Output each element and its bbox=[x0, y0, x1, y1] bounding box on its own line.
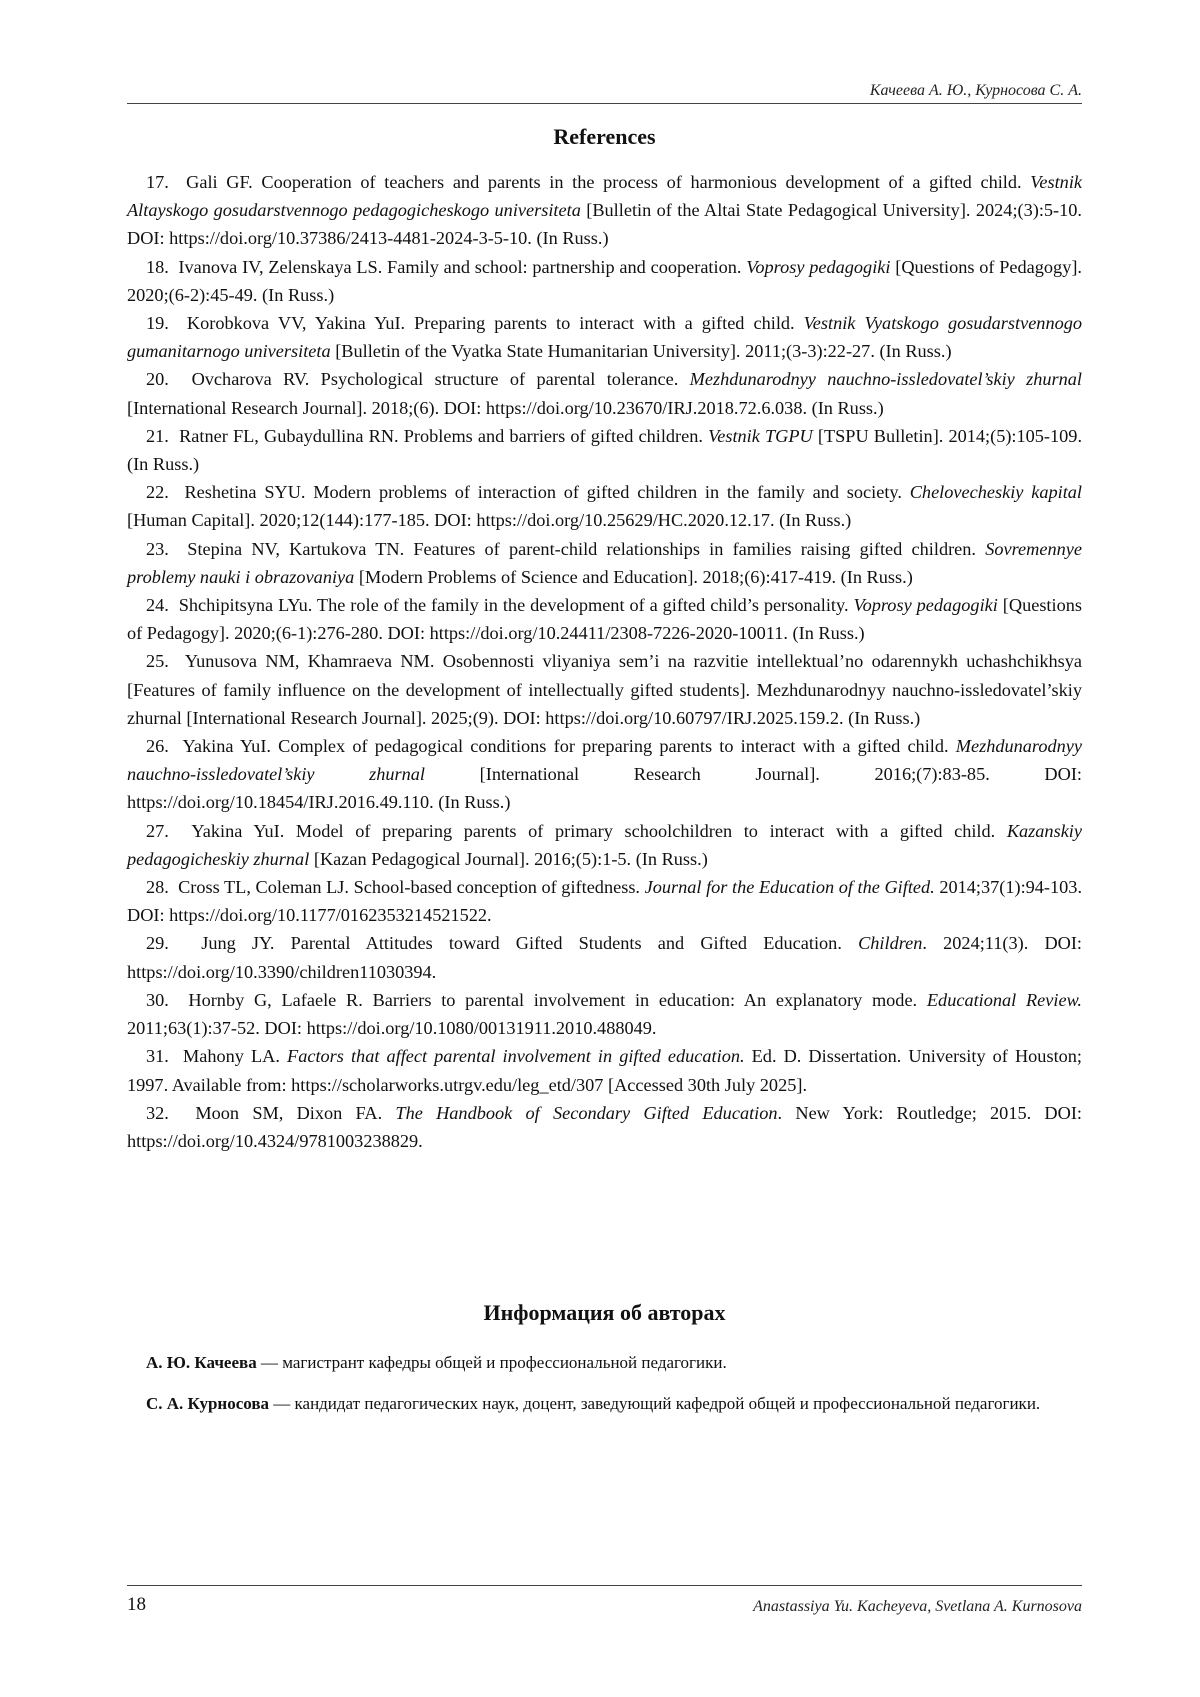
reference-number: 24. bbox=[146, 595, 169, 616]
reference-text: Jung JY. Parental Attitudes toward Gifted Students and Gifted Education. bbox=[201, 933, 859, 954]
authors-info-list bbox=[127, 1349, 1082, 1431]
reference-item bbox=[127, 873, 1082, 929]
running-footer-author: Anastassiya Yu. Kacheyeva, Svetlana A. Kurnosova bbox=[753, 1598, 1082, 1615]
reference-number: 29. bbox=[146, 933, 169, 954]
reference-details: . New York: Routledge; 2015. DOI: https://doi.org/10.4324/9781003238829. bbox=[127, 1102, 1082, 1151]
reference-details: [Questions of Pedagogy]. 2020;(6-2):45-49. (In Russ.) bbox=[127, 256, 1082, 305]
reference-text: Mahony LA. bbox=[183, 1046, 288, 1067]
reference-details: [International Research Journal]. 2018;(6). DOI: https://doi.org/10.23670/IRJ.2018.72.6.038. (In Russ.) bbox=[127, 397, 884, 418]
reference-details: [TSPU Bulletin]. 2014;(5):105-109. (In Russ.) bbox=[127, 425, 1083, 475]
reference-number: 30. bbox=[146, 989, 169, 1010]
reference-source-title: Journal for the Education of the Gifted. bbox=[644, 877, 935, 898]
reference-details: [Questions of Pedagogy]. 2020;(6-1):276-280. DOI: https://doi.org/10.24411/2308-7226-2020-10011. (In Russ.) bbox=[127, 595, 1082, 644]
reference-text: Hornby G, Lafaele R. Barriers to parental involvement in education: An explanatory mode. bbox=[188, 989, 927, 1010]
reference-list bbox=[127, 168, 1082, 1155]
reference-text: Reshetina SYU. Modern problems of interaction of gifted children in the family and society. bbox=[184, 482, 910, 503]
reference-text: Gali GF. Cooperation of teachers and parents in the process of harmonious development of a gifted child. bbox=[186, 172, 1031, 192]
reference-number: 18. bbox=[146, 256, 169, 277]
reference-text: Yunusova NM, Khamraeva NM. Osobennosti vliyaniya sem’i na razvitie intellektual’no odarennykh uchashchikhsya [Features of family influence on the development of intellectually gifted students]. Mezhdunarodnyy nauchno-issledovatel’skiy zhurnal [International Research Journal]. 2025;(9). DOI: https://doi.org/10.60797/IRJ.2025.159.2. (In Russ.) bbox=[127, 651, 1083, 728]
reference-item bbox=[127, 168, 1082, 253]
reference-number: 31. bbox=[146, 1046, 169, 1067]
reference-source-title: Kazanskiy pedagogicheskiy zhurnal bbox=[127, 820, 1082, 869]
reference-details: [Kazan Pedagogical Journal]. 2016;(5):1-5. (In Russ.) bbox=[309, 848, 708, 869]
reference-source-title: Voprosy pedagogiki bbox=[746, 256, 891, 277]
header-divider bbox=[127, 103, 1082, 104]
reference-item bbox=[127, 309, 1082, 365]
reference-details: [Modern Problems of Science and Education]. 2018;(6):417-419. (In Russ.) bbox=[354, 566, 913, 587]
reference-text: Stepina NV, Kartukova TN. Features of parent-child relationships in families raising gifted children. bbox=[187, 538, 986, 559]
author-name: С. А. Курносова bbox=[146, 1394, 270, 1413]
reference-item bbox=[127, 986, 1082, 1042]
reference-source-title: Voprosy pedagogiki bbox=[853, 595, 998, 616]
reference-source-title: Children bbox=[858, 933, 923, 954]
reference-number: 17. bbox=[146, 172, 169, 192]
reference-item bbox=[127, 647, 1082, 732]
reference-details: . 2024;11(3). DOI: https://doi.org/10.3390/children11030394. bbox=[127, 933, 1083, 982]
author-entry bbox=[127, 1349, 1082, 1377]
reference-item bbox=[127, 929, 1082, 985]
reference-source-title: Educational Review. bbox=[926, 989, 1083, 1010]
reference-item bbox=[127, 535, 1082, 591]
reference-text: Cross TL, Coleman LJ. School-based conception of giftedness. bbox=[178, 877, 645, 898]
reference-details: Ed. D. Dissertation. University of Houston; 1997. Available from: https://scholarworks.utrgv.edu/leg_etd/307 [Accessed 30th July 2025]. bbox=[127, 1046, 1083, 1095]
reference-source-title: The Handbook of Secondary Gifted Education bbox=[395, 1102, 778, 1123]
reference-details: 2014;37(1):94-103. DOI: https://doi.org/10.1177/0162353214521522. bbox=[127, 877, 1083, 926]
page-number: 18 bbox=[127, 1594, 146, 1615]
reference-text: Ivanova IV, Zelenskaya LS. Family and school: partnership and cooperation. bbox=[178, 256, 747, 277]
reference-text: Yakina YuI. Complex of pedagogical conditions for preparing parents to interact with a gifted child. bbox=[182, 736, 956, 757]
reference-source-title: Mezhdunarodnyy nauchno-issledovatel’skiy zhurnal bbox=[689, 369, 1083, 390]
reference-source-title: Chelovecheskiy kapital bbox=[909, 482, 1082, 503]
reference-source-title: Vestnik Vyatskogo gosudarstvennogo gumanitarnogo universiteta bbox=[127, 313, 1083, 362]
reference-source-title: Factors that affect parental involvement in gifted education. bbox=[287, 1046, 745, 1067]
reference-details: [Bulletin of the Vyatka State Humanitarian University]. 2011;(3-3):22-27. (In Russ.) bbox=[330, 341, 952, 362]
reference-text: Ratner FL, Gubaydullina RN. Problems and barriers of gifted children. bbox=[179, 425, 709, 446]
reference-number: 25. bbox=[146, 651, 169, 672]
reference-number: 20. bbox=[146, 369, 169, 390]
reference-item bbox=[127, 817, 1082, 873]
reference-text: Moon SM, Dixon FA. bbox=[195, 1102, 396, 1123]
reference-item bbox=[127, 365, 1082, 421]
reference-item bbox=[127, 732, 1082, 817]
author-name: А. Ю. Качеева bbox=[146, 1353, 257, 1372]
reference-text: Korobkova VV, Yakina YuI. Preparing parents to interact with a gifted child. bbox=[186, 313, 804, 334]
reference-item bbox=[127, 422, 1082, 478]
reference-details: 2011;63(1):37-52. DOI: https://doi.org/10.1080/00131911.2010.488049. bbox=[127, 1018, 657, 1039]
reference-number: 23. bbox=[146, 538, 169, 559]
author-description: — магистрант кафедры общей и профессиональной педагогики. bbox=[256, 1353, 727, 1372]
reference-details: [Human Capital]. 2020;12(144):177-185. DOI: https://doi.org/10.25629/HC.2020.12.17. (In Russ.) bbox=[127, 510, 852, 531]
reference-text: Ovcharova RV. Psychological structure of parental tolerance. bbox=[191, 369, 690, 390]
reference-item bbox=[127, 478, 1082, 534]
footer-divider bbox=[127, 1585, 1082, 1586]
reference-text: Yakina YuI. Model of preparing parents of primary schoolchildren to interact with a gifted child. bbox=[191, 820, 1007, 841]
reference-text: Shchipitsyna LYu. The role of the family in the development of a gifted child’s personality. bbox=[178, 595, 854, 616]
reference-item bbox=[127, 591, 1082, 647]
reference-item bbox=[127, 1099, 1082, 1155]
reference-number: 22. bbox=[146, 482, 169, 503]
reference-source-title: Mezhdunarodnyy nauchno-issledovatel’skiy zhurnal bbox=[127, 736, 1082, 785]
author-description: — кандидат педагогических наук, доцент, заведующий кафедрой общей и профессиональной педагогики. bbox=[269, 1394, 1041, 1413]
reference-details: [Bulletin of the Altai State Pedagogical University]. 2024;(3):5-10. DOI: https://doi.org/10.37386/2413-4481-2024-3-5-10. (In Russ.) bbox=[127, 200, 1082, 249]
reference-details: [International Research Journal]. 2016;(7):83-85. DOI: https://doi.org/10.18454/IRJ.2016.49.110. (In Russ.) bbox=[127, 764, 1082, 813]
author-entry bbox=[127, 1390, 1082, 1418]
reference-source-title: Vestnik TGPU bbox=[708, 425, 813, 446]
reference-number: 27. bbox=[146, 820, 169, 841]
authors-info-heading: Информация об авторах bbox=[483, 1300, 726, 1325]
reference-number: 28. bbox=[146, 877, 169, 898]
reference-number: 21. bbox=[146, 425, 169, 446]
reference-item bbox=[127, 1042, 1082, 1098]
reference-number: 32. bbox=[146, 1102, 169, 1123]
references-heading: References bbox=[553, 124, 656, 149]
reference-source-title: Sovremennye problemy nauki i obrazovaniya bbox=[127, 538, 1082, 587]
reference-source-title: Vestnik Altayskogo gosudarstvennogo pedagogicheskogo universiteta bbox=[127, 172, 1083, 221]
reference-item bbox=[127, 253, 1082, 309]
reference-number: 26. bbox=[146, 736, 169, 757]
running-header-author: Качеева А. Ю., Курносова С. А. bbox=[869, 82, 1082, 99]
reference-number: 19. bbox=[146, 313, 169, 334]
